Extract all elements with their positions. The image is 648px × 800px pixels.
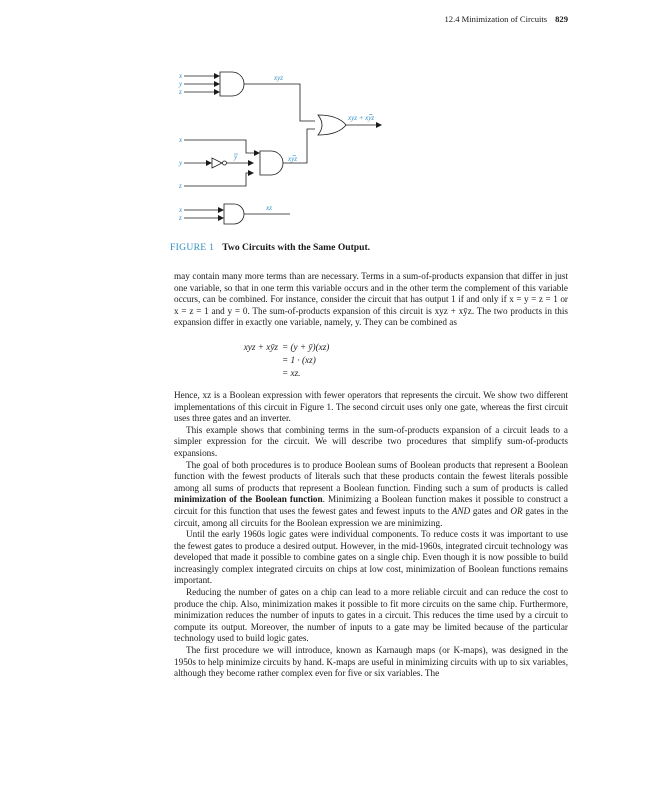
- arrowhead: [248, 160, 254, 166]
- input-label-y1: y: [179, 80, 183, 88]
- paragraph-text: The goal of both procedures is to produce Boolean sums of Boolean products that represent a Boolean function with the fewest products of literals such that these products contain the fewest literals possible among all sums of products that represent a Boolean function. Finding such a sum of products is called: [174, 459, 568, 493]
- body-text: [174, 271, 568, 680]
- gate3-output-label: xz: [266, 204, 272, 212]
- paragraph: This example shows that combining terms in the sum-of-products expansion of a circuit leads to a simpler expression for the circuit. We will describe two procedures that simplify sum-of-products expansions.: [174, 424, 568, 458]
- input-label-x1: x: [179, 72, 183, 80]
- equation-step: = 1 · (xz): [282, 354, 316, 365]
- and-gate-1: [220, 72, 244, 96]
- inverter: [212, 158, 222, 168]
- input-label-z1: z: [179, 88, 182, 96]
- running-head: [0, 14, 568, 24]
- and-gate-3: [224, 204, 244, 224]
- equation-step: = xz.: [282, 367, 301, 378]
- paragraph: Hence, xz is a Boolean expression with fewer operators that represents the circuit. We show two different implementations of this circuit in Figure 1. The second circuit uses only one gate, whereas the first circuit uses three gates and an inverter.: [174, 389, 568, 424]
- arrowhead: [214, 73, 220, 79]
- paragraph: The first procedure we will introduce, known as Karnaugh maps (or K-maps), was designed in the 1950s to help minimize circuits by hand. K-maps are useful in minimizing circuits with up to six variables, although they become rather complex even for five or six variables. The: [174, 645, 568, 679]
- wire: [184, 173, 248, 186]
- arrowhead: [206, 160, 212, 166]
- input-label-z2: z: [179, 182, 182, 190]
- arrowhead: [248, 170, 254, 176]
- arrowhead: [218, 215, 224, 221]
- gate2-output-label: xyz: [288, 155, 297, 163]
- figure-title: Two Circuits with the Same Output.: [222, 242, 371, 253]
- term-definition: minimization of the Boolean function: [174, 494, 323, 505]
- arrowhead: [214, 81, 220, 87]
- equation-step: = (y + ȳ)(xz): [282, 341, 330, 352]
- paragraph: Reducing the number of gates on a chip can lead to a more reliable circuit and can reduce the cost to produce the chip. Also, minimization makes it possible to fit more circuits on the same chip. Furthermore, minimization reduces the number of inputs to gates in a circuit. This reduces the time used by a circuit to compute its output. Moreover, the number of inputs to a gate may be limited because of the particular technology used to build logic gates.: [174, 587, 568, 644]
- wire: [244, 84, 315, 121]
- inverter-bubble: [223, 161, 227, 165]
- input-label-y2: y: [179, 159, 183, 167]
- arrowhead: [218, 207, 224, 213]
- arrowhead: [376, 122, 382, 128]
- gate1-output-label: xyz: [274, 74, 283, 82]
- inverter-output-label: y: [234, 153, 238, 161]
- wire: [184, 140, 254, 153]
- equation-lhs: xyz + xȳz: [243, 341, 278, 352]
- arrowhead: [214, 89, 220, 95]
- input-label-x3: x: [179, 206, 183, 214]
- input-label-x2: x: [179, 136, 183, 144]
- paragraph-text: gates and: [472, 505, 508, 516]
- paragraph: Until the early 1960s logic gates were individual components. To reduce costs it was important to use the fewest gates to produce a desired output. However, in the mid-1960s, integrated circuit technology was developed that made it possible to combine gates on a single chip. Even though it is now possible to build increasingly complex integrated circuits on chips at low cost, minimization of Boolean functions remains important.: [174, 529, 568, 586]
- figure-number: FIGURE 1: [170, 242, 215, 253]
- gate-name: OR: [510, 505, 523, 516]
- or-output-label: xyz + xyz: [348, 114, 375, 122]
- page-number: 829: [555, 14, 568, 24]
- paragraph-text: . Minimizing a Boolean function makes it possible to construct a circuit for this function that uses the fewest gates and fewest inputs to the: [174, 494, 568, 516]
- equation: [204, 341, 568, 380]
- gate-name: AND: [451, 505, 471, 516]
- and-gate-2: [260, 151, 283, 175]
- paragraph: may contain many more terms than are necessary. Terms in a sum-of-products expansion that differ in just one variable, so that in one term this variable occurs and in the other term the complement of this variable occurs, can be combined. For instance, consider the circuit that has output 1 if and only if x = y = z = 1 or x = z = 1 and y = 0. The sum-of-products expansion of this circuit is xyz + xȳz. The two products in this expansion differ in exactly one variable, namely, y. They can be combined as: [174, 271, 568, 328]
- section-title: 12.4 Minimization of Circuits: [444, 14, 548, 24]
- input-label-z3: z: [179, 214, 182, 222]
- figure-caption: [170, 242, 370, 253]
- or-gate: [318, 115, 346, 135]
- circuit-figure: [170, 62, 430, 240]
- paragraph: [174, 460, 568, 530]
- paragraph-text: gates in the circuit, among all circuits for the Boolean expression we are minimizing.: [174, 505, 569, 528]
- arrowhead: [254, 150, 260, 156]
